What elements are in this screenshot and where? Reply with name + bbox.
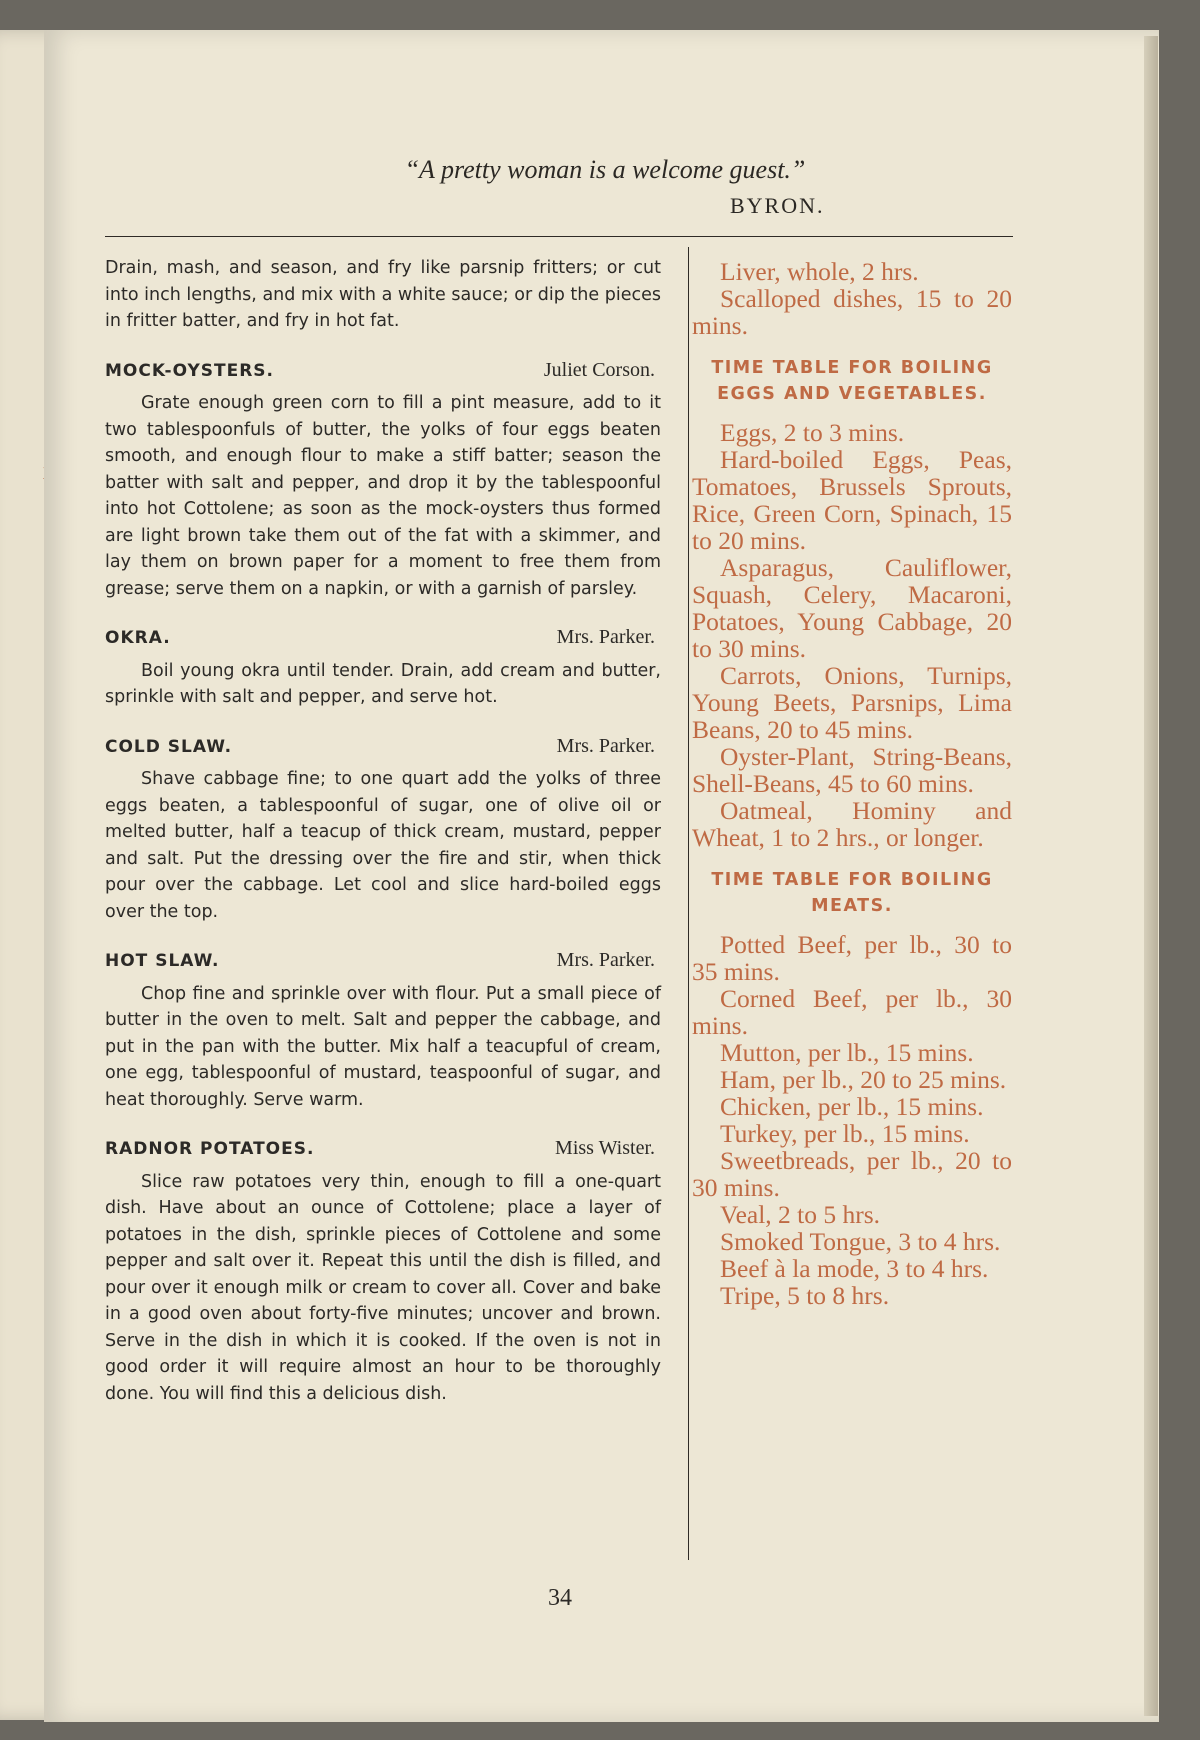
time-entry: Oyster-Plant, String-Beans, Shell-Beans, 45 to 60 mins. [692,742,1012,798]
recipe-hot-slaw [105,947,661,1113]
time-entry: Potted Beef, per lb., 30 to 35 mins. [692,930,1012,986]
vegetables-table-heading: TIME TABLE FOR BOILING EGGS AND VEGETABLES. [711,358,993,404]
time-entry: Chicken, per lb., 15 mins. [720,1092,984,1121]
epigraph-attribution: BYRON. [730,193,825,218]
recipe-author: Mrs. Parker. [556,626,655,648]
time-entry: Carrots, Onions, Turnips, Young Beets, Parsnips, Lima Beans, 20 to 45 mins. [692,661,1012,744]
time-entry: Ham, per lb., 20 to 25 mins. [720,1065,1007,1094]
time-entry: Scalloped dishes, 15 to 20 mins. [692,284,1012,340]
recipe-body: Chop fine and sprinkle over with flour. Put a small piece of butter in the oven to melt. Salt and pepper the cabbage, and put in the pan with the butter. Mix half a teacupful of cream, one egg, tablespoonful of mustard, teaspoonful of sugar, and heat thoroughly. Serve warm. [105,983,661,1110]
recipe-title: RADNOR POTATOES. [105,1139,315,1159]
recipe-author: Miss Wister. [555,1137,655,1159]
recipe-body: Boil young okra until tender. Drain, add cream and butter, sprinkle with salt and pepper, and serve hot. [105,660,661,707]
time-entry: Corned Beef, per lb., 30 mins. [692,984,1012,1040]
page-number: 34 [548,1585,572,1611]
meats-table-heading: TIME TABLE FOR BOILING MEATS. [711,870,993,916]
recipe-author: Juliet Corson. [543,358,655,381]
column-divider [688,247,689,1560]
recipe-okra [105,624,661,711]
recipe-body: Grate enough green corn to fill a pint measure, add to it two tablespoonfuls of butter, the yolks of four eggs beaten smooth, and enough flour to make a stiff batter; season the batter with salt and pepper, and drop it by the tablespoonful into hot Cottolene; as soon as the mock-oysters thus formed are light brown take them out of the fat with a skimmer, and lay them on brown paper for a moment to free them from grease; serve them on a napkin, or with a garnish of parsley. [105,393,661,599]
recipes-column [105,255,661,1407]
recipe-title: HOT SLAW. [105,951,220,971]
time-entry: Asparagus, Cauliflower, Squash, Celery, Macaroni, Potatoes, Young Cabbage, 20 to 30 mins. [692,553,1012,663]
time-entry: Sweetbreads, per lb., 20 to 30 mins. [692,1146,1012,1202]
time-entry: Smoked Tongue, 3 to 4 hrs. [720,1227,1001,1256]
page-right-edge [1144,36,1158,1716]
time-entry: Veal, 2 to 5 hrs. [720,1200,881,1229]
recipe-radnor-potatoes [105,1135,661,1407]
recipe-title: OKRA. [105,628,171,648]
time-entry: Tripe, 5 to 8 hrs. [720,1281,890,1310]
time-entry: Mutton, per lb., 15 mins. [720,1038,974,1067]
time-entry: Eggs, 2 to 3 mins. [720,418,905,447]
time-entry: Turkey, per lb., 15 mins. [720,1119,970,1148]
recipe-author: Mrs. Parker. [556,734,655,757]
time-entry: Beef à la mode, 3 to 4 hrs. [720,1254,989,1283]
time-entry: Liver, whole, 2 hrs. [720,257,919,286]
recipe-mock-oysters [105,357,661,603]
recipe-title: COLD SLAW. [105,736,233,757]
time-table-column [692,258,1012,1309]
recipe-title: MOCK-OYSTERS. [105,360,274,381]
header-rule [105,236,1013,237]
recipe-cold-slaw [105,733,661,926]
recipe-intro-text: Drain, mash, and season, and fry like parsnip fritters; or cut into inch lengths, and mix with a white sauce; or dip the pieces in fritter batter, and fry in hot fat. [105,258,661,331]
time-entry: Oatmeal, Hominy and Wheat, 1 to 2 hrs., or longer. [692,796,1012,852]
recipe-body: Shave cabbage fine; to one quart add the yolks of three eggs beaten, a tablespoonful of sugar, one of olive oil or melted butter, half a teacup of thick cream, mustard, pepper and salt. Put the dressing over the fire and stir, when thick pour over the cabbage. Let cool and slice hard-boiled eggs over the top. [105,769,661,922]
time-entry: Hard-boiled Eggs, Peas, Tomatoes, Brussels Sprouts, Rice, Green Corn, Spinach, 15 to 20 mins. [692,445,1012,555]
recipe-body: Slice raw potatoes very thin, enough to fill a one-quart dish. Have about an ounce of Cottolene; place a layer of potatoes in the dish, sprinkle pieces of Cottolene and some pepper and salt over it. Repeat this until the dish is filled, and pour over it enough milk or cream to cover all. Cover and bake in a good oven about forty-five minutes; uncover and brown. Serve in the dish in which it is cooked. If the oven is not in good order it will require almost an hour to be thoroughly done. You will find this a delicious dish. [105,1171,661,1404]
recipe-author: Mrs. Parker. [556,949,655,971]
epigraph-quote: “A pretty woman is a welcome guest.” [404,155,806,184]
